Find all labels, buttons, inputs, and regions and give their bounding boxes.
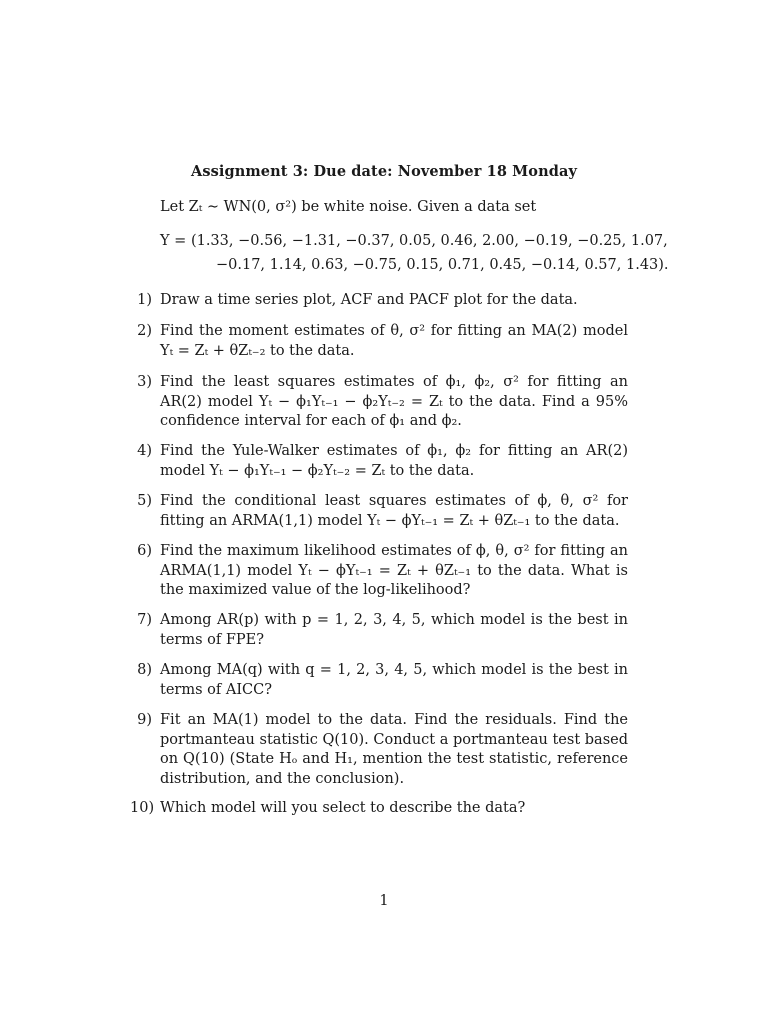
question-text: Among MA(q) with q = 1, 2, 3, 4, 5, which model is the best in terms of AICC?	[160, 662, 628, 698]
question-number: 1)	[137, 292, 152, 308]
assignment-title: Assignment 3: Due date: November 18 Monday	[191, 163, 577, 180]
question-number: 8)	[137, 662, 152, 678]
question-5	[130, 492, 628, 531]
question-8	[130, 661, 628, 700]
question-number: 10)	[130, 800, 155, 816]
question-number: 5)	[137, 493, 152, 509]
question-2	[130, 322, 628, 361]
question-9	[130, 711, 628, 789]
question-number: 6)	[137, 543, 152, 559]
data-set-line-1: Y = (1.33, −0.56, −1.31, −0.37, 0.05, 0.46, 2.00, −0.19, −0.25, 1.07,	[160, 233, 668, 249]
question-6	[130, 542, 628, 601]
question-text: Find the moment estimates of θ, σ² for fitting an MA(2) model Yₜ = Zₜ + θZₜ₋₂ to the data.	[160, 323, 628, 359]
question-1	[130, 291, 628, 311]
question-text: Find the Yule-Walker estimates of ϕ₁, ϕ₂ for fitting an AR(2) model Yₜ − ϕ₁Yₜ₋₁ − ϕ₂Yₜ₋₂ = Zₜ to the data.	[160, 443, 628, 479]
question-text: Which model will you select to describe the data?	[160, 800, 526, 816]
question-text: Draw a time series plot, ACF and PACF plot for the data.	[160, 292, 578, 308]
question-10	[130, 799, 628, 819]
question-4	[130, 442, 628, 481]
page-number: 1	[379, 893, 389, 909]
question-number: 3)	[137, 374, 152, 390]
question-text: Among AR(p) with p = 1, 2, 3, 4, 5, which model is the best in terms of FPE?	[160, 612, 628, 648]
question-text: Fit an MA(1) model to the data. Find the residuals. Find the portmanteau statistic Q(10). Conduct a portmanteau test based on Q(10) (State Hₒ and H₁, mention the test statistic, reference distribution, and the conclusion).	[160, 712, 629, 787]
question-number: 2)	[137, 323, 152, 339]
question-7	[130, 611, 628, 650]
question-number: 4)	[137, 443, 152, 459]
intro-text: Let Zₜ ∼ WN(0, σ²) be white noise. Given a data set	[160, 199, 537, 215]
data-set-line-2: −0.17, 1.14, 0.63, −0.75, 0.15, 0.71, 0.45, −0.14, 0.57, 1.43).	[216, 257, 669, 273]
question-text: Find the conditional least squares estimates of ϕ, θ, σ² for fitting an ARMA(1,1) model Yₜ − ϕYₜ₋₁ = Zₜ + θZₜ₋₁ to the data.	[160, 493, 628, 529]
question-text: Find the least squares estimates of ϕ₁, ϕ₂, σ² for fitting an AR(2) model Yₜ − ϕ₁Yₜ₋₁ − ϕ₂Yₜ₋₂ = Zₜ to the data. Find a 95% confidence interval for each of ϕ₁ and ϕ₂.	[160, 374, 628, 429]
question-3	[130, 373, 628, 432]
question-number: 7)	[137, 612, 152, 628]
question-text: Find the maximum likelihood estimates of ϕ, θ, σ² for fitting an ARMA(1,1) model Yₜ − ϕYₜ₋₁ = Zₜ + θZₜ₋₁ to the data. What is the maximized value of the log-likelihood?	[160, 543, 628, 598]
question-number: 9)	[137, 712, 152, 728]
